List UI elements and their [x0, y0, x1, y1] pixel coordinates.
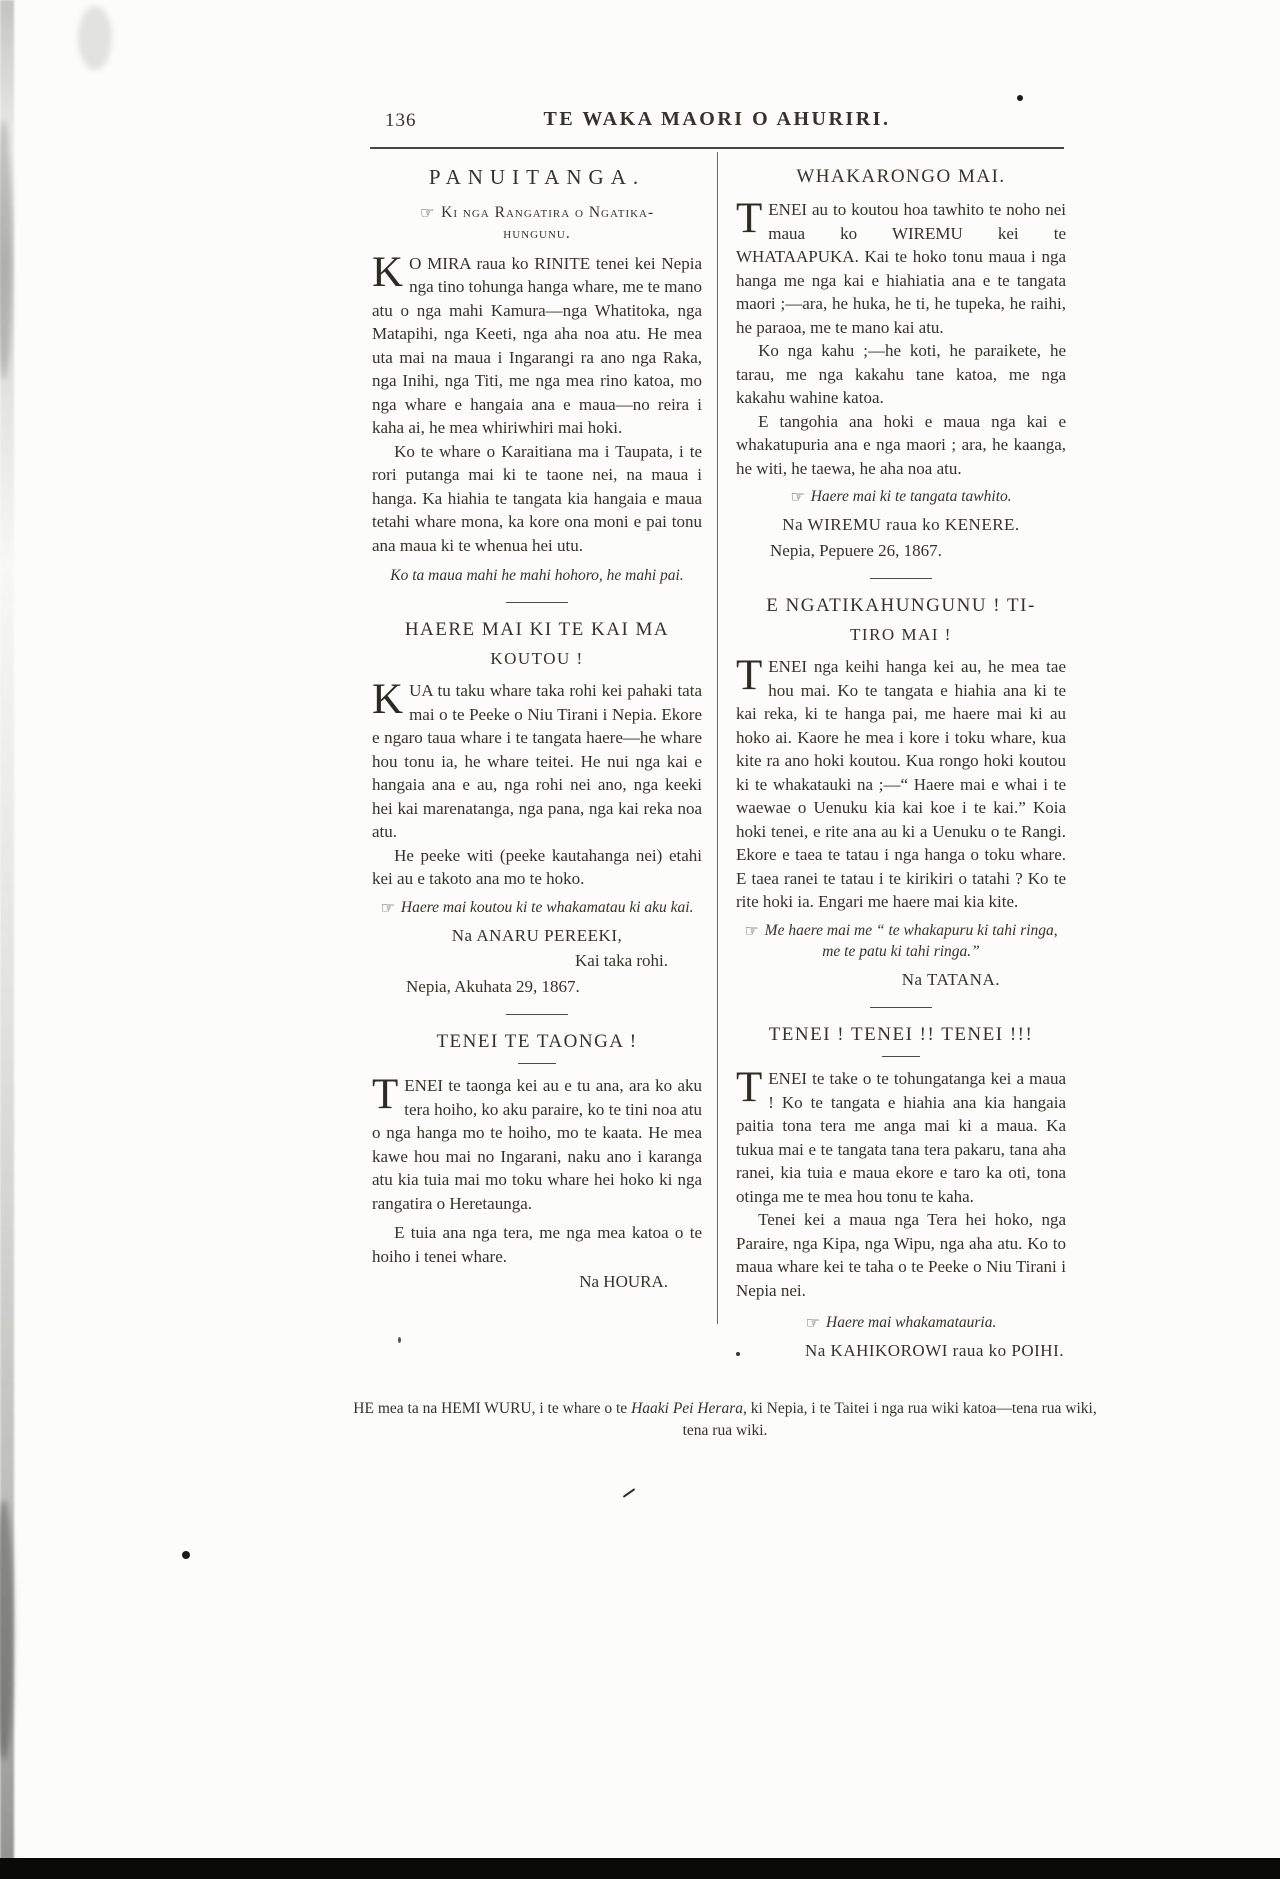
paragraph-text: E tangohia ana hoki e maua nga kai e whakatupuria ana e nga maori ; ara, he kaanga, he witi, he taewa, he aha noa atu. — [736, 411, 1066, 478]
notice-text-line2: hungunu. — [503, 224, 571, 242]
paragraph-text: Ko nga kahu ;—he koti, he paraikete, he tarau, me nga kakahu tane katoa, me nga kakahu wahine katoa. — [736, 341, 1066, 407]
signature-name: Na KAHIKOROWI raua ko POIHI. — [804, 1341, 1064, 1360]
signature-name: Na TATANA. — [901, 969, 1000, 989]
masthead-title: TE WAKA MAORI O AHURIRI. — [543, 108, 891, 130]
dropcap-letter: T — [736, 195, 763, 242]
invite-text: Haere mai ki te tangata tawhito. — [810, 488, 1012, 505]
paragraph-text: UA tu taku whare taka rohi kei pahaki tata mai o te Peeke o Niu Tirani i Nepia. Ekore e ngaro taua whare i te tangata haere—he whare hou tonu ia, he whare teitei. He nui nga kai e hangaia ana e au, nga rohi nei ano, nga keeki hei kai marenatanga, nga pana, nga kai reka noa atu. — [372, 681, 702, 841]
paragraph — [736, 652, 1066, 914]
invite-text: Haere mai whakamatauria. — [826, 1314, 997, 1331]
ink-speck — [398, 1337, 401, 1343]
ink-speck — [1017, 95, 1023, 101]
heading-underline — [518, 1063, 556, 1064]
scan-smudge — [78, 6, 112, 70]
paragraph-text: ENEI te taonga kei au e tu ana, ara ko aku tera hoiho, ko aku paraire, ko te tini noa atu o nga hanga mo te hoiho, mo te kaata. He mea kawe hou mai no Ingarani, naku ano i karanga atu kia tuia mai mo toku whare hei hoko ki nga rangatira o Heretaunga. — [372, 1076, 702, 1213]
invite-line — [742, 486, 1060, 507]
dropcap-letter: K — [372, 676, 404, 723]
ink-speck — [182, 1551, 190, 1559]
paragraph-text: E tuia ana nga tera, me nga mea katoa o te hoiho i tenei whare. — [372, 1223, 702, 1266]
section-divider — [506, 1014, 568, 1015]
notice-addressees — [372, 202, 702, 223]
paragraph-text: He peeke witi (peeke kautahanga nei) etahi kei au e takoto ana mo te hoko. — [372, 845, 702, 888]
paragraph — [372, 676, 702, 844]
invite-text: Haere mai koutou ki te whakamatau ki aku kai. — [400, 898, 694, 916]
section-panuitanga — [372, 166, 702, 586]
manicule-icon: ☞ — [380, 897, 395, 917]
paragraph — [736, 1064, 1066, 1208]
dropcap-letter: K — [372, 248, 404, 296]
section-tenei-te-taonga — [372, 1029, 702, 1294]
imprint-line — [345, 1398, 1105, 1442]
section-titiro-mai — [736, 593, 1066, 991]
paragraph — [372, 248, 702, 440]
dropcap-letter: T — [372, 1071, 399, 1118]
paragraph-text: ENEI au to koutou hoa tawhito te noho nei maua ko WIREMU kei te WHATAAPUKA. Kai te hoko tonu maua i nga hanga me nga kai e hiahiatia ana e te tangata maori ;—ara, he huka, he ti, he tupeka, he raihi, he paraoa, me te mano kai atu. — [736, 200, 1066, 337]
dropcap-letter: T — [736, 652, 763, 699]
column-divider — [717, 152, 718, 1324]
imprint-press-name: Haaki Pei Herara — [631, 1400, 743, 1417]
paragraph-text: O MIRA raua ko RINITE tenei kei Nepia nga tino tohunga hanga whare, me te mano atu o nga mahi Kamura—nga Whatitoka, nga Matapihi, nga Keeti, nga aha noa atu. He mea uta mai na maua i Ingarangi ra ano nga Raka, nga Inihi, nga Titi, me nga mea rino katoa, mo nga whare e hangaia ana e maua—no reira i kaha ai, he mea whiriwhiri mai hoki. — [372, 253, 702, 437]
manicule-icon: ☞ — [744, 920, 759, 940]
invite-line — [742, 1312, 1060, 1333]
signature-name: Na ANARU PEREEKI, — [451, 925, 623, 945]
taonga-heading: TENEI TE TAONGA ! — [436, 1031, 638, 1052]
manicule-icon: ☞ — [419, 202, 436, 222]
whakarongo-heading: WHAKARONGO MAI. — [796, 166, 1006, 187]
page-header — [370, 108, 1064, 131]
kai-heading-line1: HAERE MAI KI TE KAI MA — [404, 619, 670, 640]
section-divider — [506, 602, 568, 603]
section-divider — [870, 578, 932, 579]
heading-underline — [882, 1056, 920, 1057]
manicule-icon: ☞ — [790, 487, 805, 506]
section-haere-mai-kai — [372, 617, 702, 998]
notice-text-line1: Ki nga Rangatira o Ngatika- — [441, 203, 655, 221]
italic-tagline: Ko ta maua mahi he mahi hohoro, he mahi pai. — [390, 567, 684, 584]
titiro-heading-line1: E NGATIKAHUNGUNU ! TI- — [766, 595, 1036, 616]
paragraph — [372, 1071, 702, 1215]
stray-pen-mark — [623, 1488, 636, 1498]
scan-edge-bar — [0, 1858, 1280, 1879]
paragraph-text: ENEI nga keihi hanga kei au, he mea tae hou mai. Ko te tangata e hiahia ana ki te kai reka, ki te hanga pai, me haere mai ki au hoko ai. Kaore he mea i kore i toku whare, kua kite ra ano hoki koutou. Kua rongo hoki koutou ki te whakatauki na ;—“ Haere mai e whai i te waewae o Uenuku kia kai koe i te kai.” Koia hoki tenei, e rite ana au ki a Uenuku o te Rangi. Ekore e taea te tatau i nga hanga o toku whare. E taea ranei te tatau i te kirikiri o tatahi ? Ko te rite hoki ia. Engari me haere mai kia kite. — [736, 657, 1066, 911]
section-whakarongo-mai — [736, 164, 1066, 562]
paragraph-text: ENEI te take o te tohungatanga kei a maua ! Ko te tangata e hiahia ana kia hangaia paitia tona tera me anga mai ki a maua. Ka tukua mai e te tangata tana tera pakaru, tana aha ranei, kia tuia e maua ekore e taro ka oti, tona otinga me te mea hou tonu te kaha. — [736, 1069, 1066, 1206]
titiro-heading-line2: TIRO MAI ! — [850, 625, 952, 644]
imprint-text-part1: HE mea ta na HEMI WURU, i te whare o te — [353, 1400, 632, 1417]
signature-role: Kai taka rohi. — [575, 951, 668, 970]
left-column — [372, 160, 702, 1294]
dropcap-letter: T — [736, 1064, 763, 1111]
page-number: 136 — [385, 110, 417, 131]
invite-text: Me haere mai me “ te whakapuru ki tahi ringa, me te patu ki tahi ringa.” — [764, 921, 1058, 960]
right-column — [736, 160, 1066, 1363]
signature-name: Na WIREMU raua ko KENERE. — [782, 515, 1020, 534]
signature-place-date: Nepia, Akuhata 29, 1867. — [406, 976, 580, 996]
panuitanga-heading: PANUITANGA. — [428, 165, 646, 189]
imprint-text-part2: , ki Nepia, i te Taitei i nga rua wiki katoa—tena rua wiki, tena rua wiki. — [682, 1400, 1097, 1439]
signature-place-date: Nepia, Pepuere 26, 1867. — [770, 540, 942, 560]
section-tenei-tenei-tenei — [736, 1022, 1066, 1363]
header-rule — [370, 147, 1064, 149]
kai-heading-line2: KOUTOU ! — [490, 649, 584, 668]
paragraph-text: Tenei kei a maua nga Tera hei hoko, nga Paraire, nga Kipa, nga Wipu, nga aha atu. Ko to maua whare kei te taha o te Peeke o Niu Tirani i Nepia nei. — [736, 1210, 1066, 1300]
section-divider — [870, 1007, 932, 1008]
tenei-heading: TENEI ! TENEI !! TENEI !!! — [768, 1024, 1034, 1045]
paragraph-text: Ko te whare o Karaitiana ma i Taupata, i te rori putanga mai ki te taone nei, na maua i hanga. Ka hiahia te tangata kia hangaia e maua tetahi whare mona, ka kore ona moni e pai tonu ana maua ki te whenua hei utu. — [372, 441, 702, 555]
manicule-icon: ☞ — [805, 1313, 820, 1332]
invite-line — [742, 920, 1060, 962]
paragraph — [736, 195, 1066, 339]
invite-line — [378, 897, 696, 918]
signature-name: Na HOURA. — [579, 1272, 668, 1291]
